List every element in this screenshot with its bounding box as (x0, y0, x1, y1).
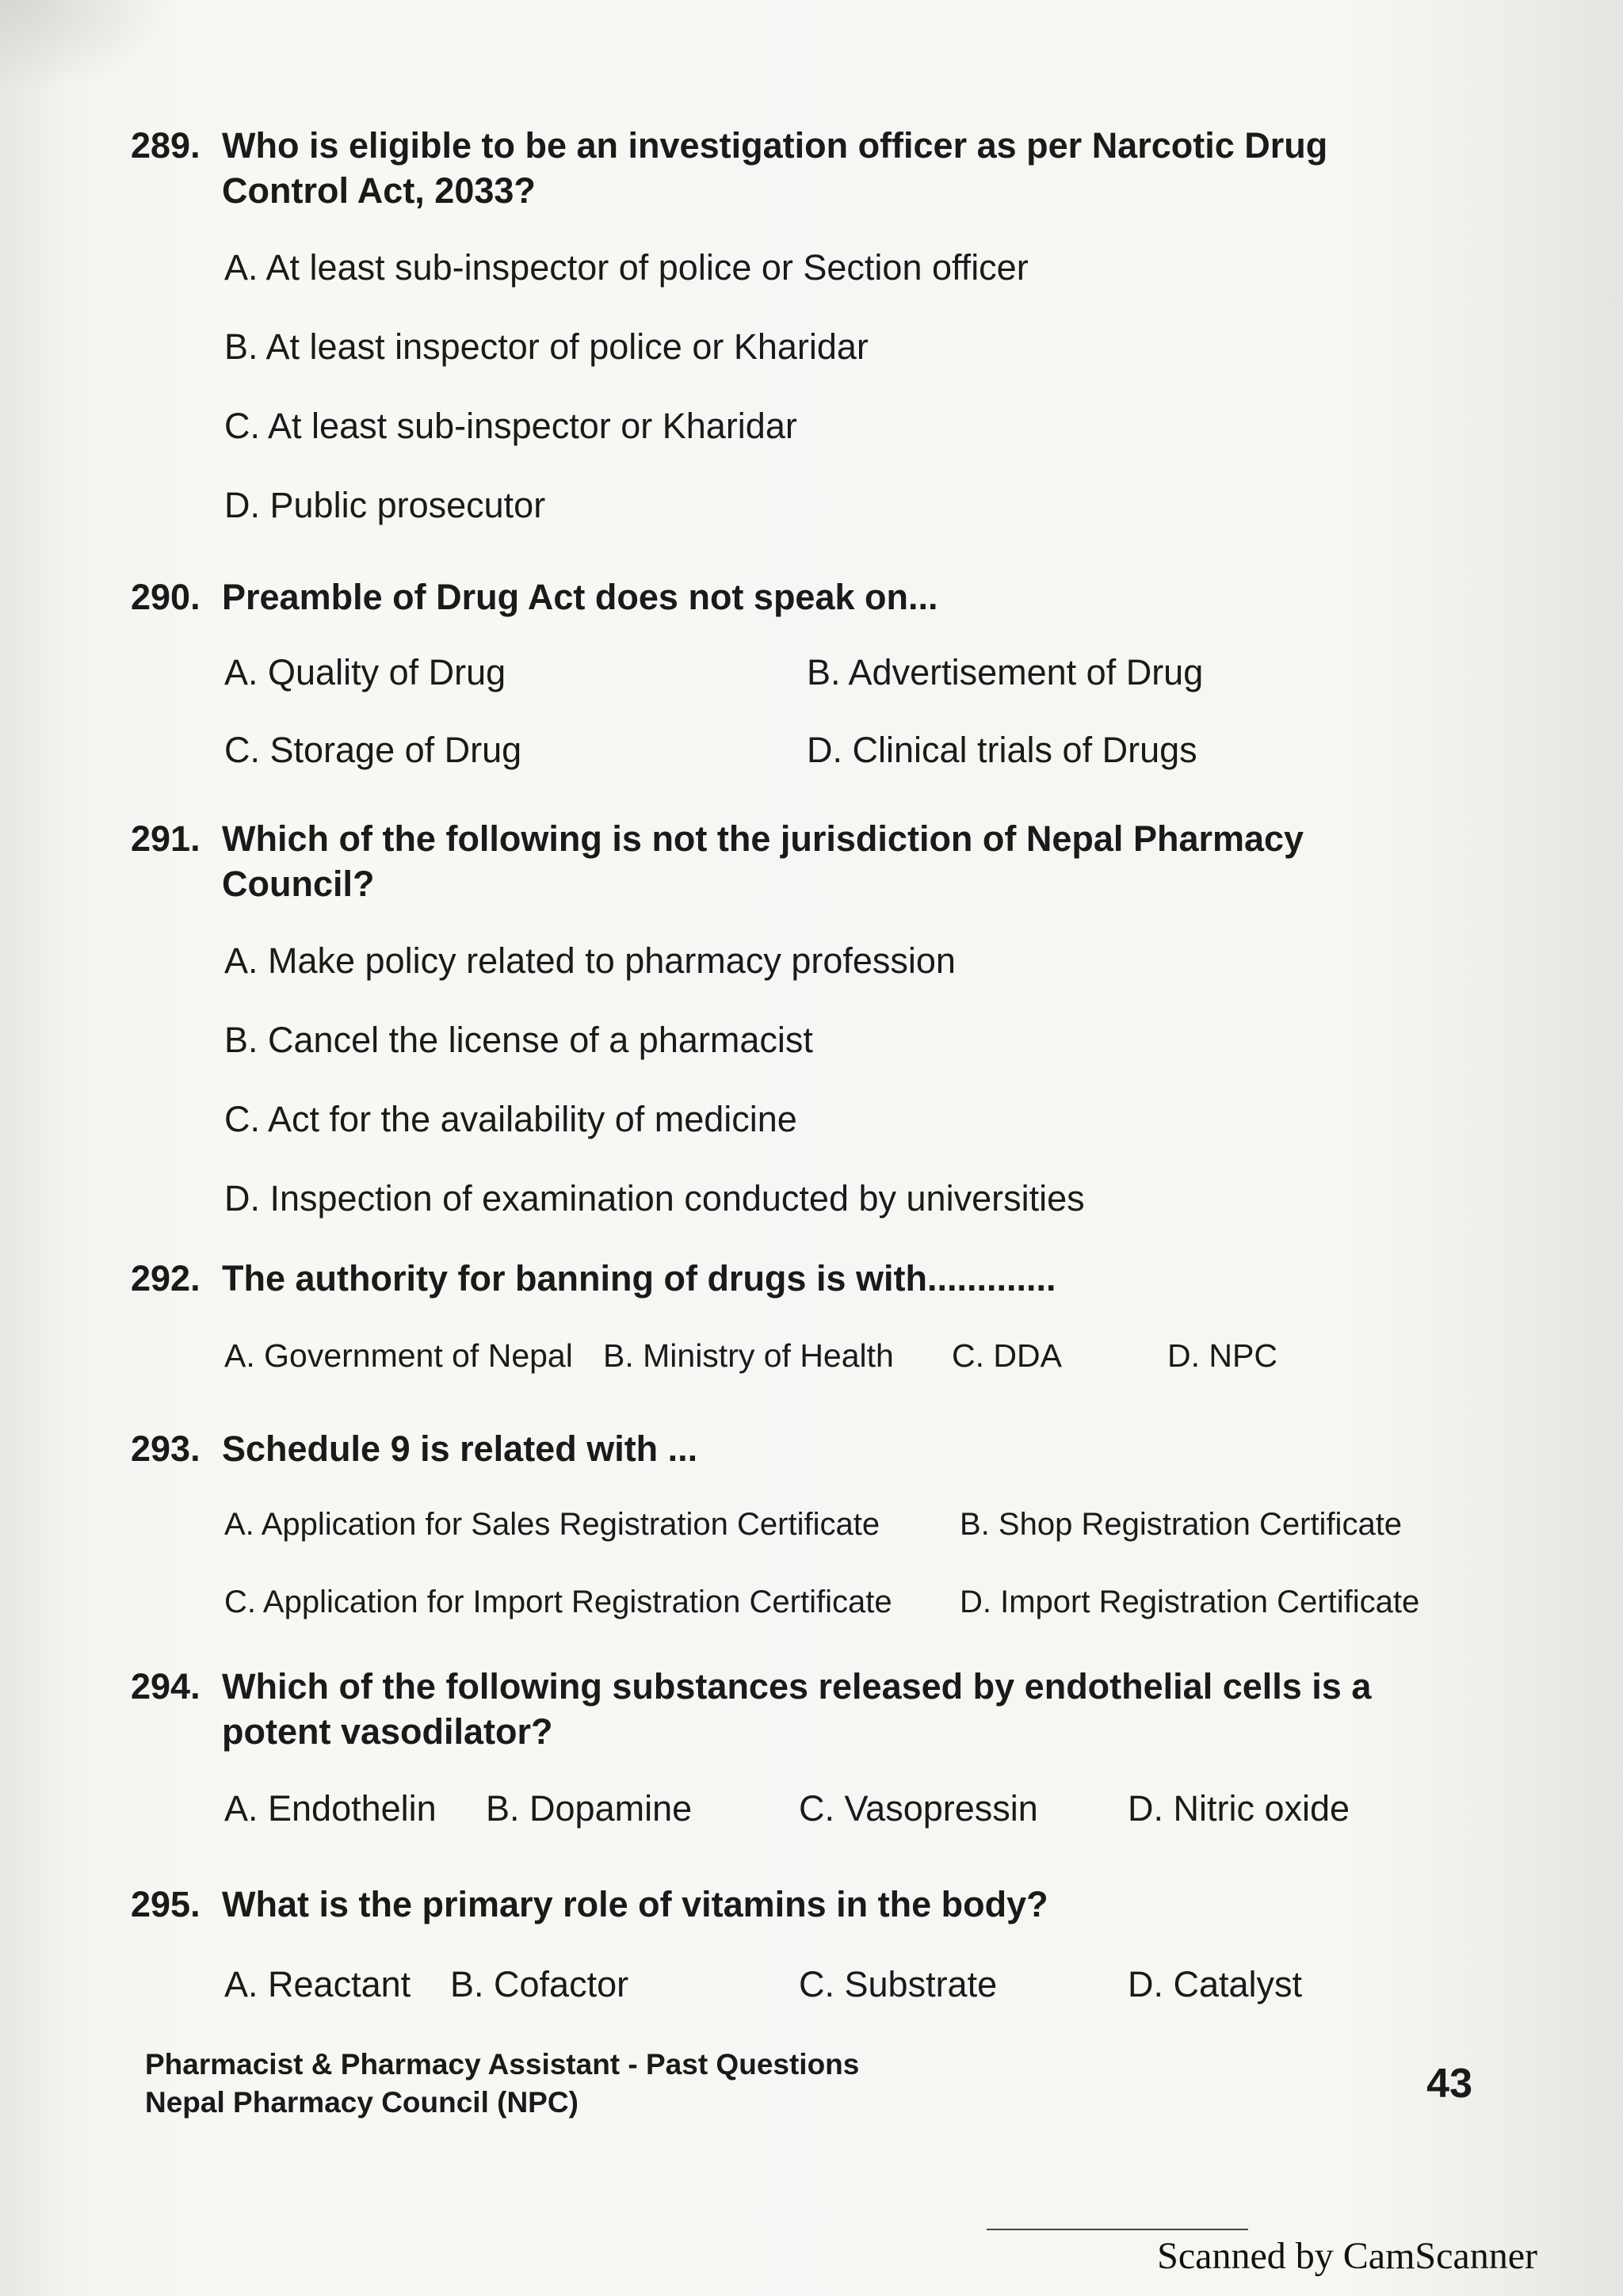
question-number: 292. (131, 1258, 200, 1299)
divider (987, 2229, 1248, 2230)
question-text: Schedule 9 is related with ... (222, 1428, 698, 1469)
option-b: B. Advertisement of Drug (807, 652, 1204, 692)
question-number: 291. (131, 818, 200, 859)
option-b: B. Cofactor (450, 1964, 629, 2004)
option-a: A. Make policy related to pharmacy profession (224, 940, 956, 981)
option-c: C. DDA (952, 1337, 1062, 1374)
option-b: B. Dopamine (486, 1788, 693, 1829)
option-d: D. Nitric oxide (1128, 1788, 1350, 1829)
option-d: D. Public prosecutor (224, 485, 546, 525)
option-d: D. Import Registration Certificate (960, 1585, 1420, 1619)
question-number: 290. (131, 577, 200, 617)
option-d: D. NPC (1167, 1337, 1277, 1374)
question-295 (131, 1882, 1430, 2008)
option-a: A. Quality of Drug (224, 652, 506, 692)
question-text: Who is eligible to be an investigation officer as per Narcotic Drug Control Act, 2033? (222, 125, 1328, 211)
option-b: B. Cancel the license of a pharmacist (224, 1020, 813, 1060)
question-text: What is the primary role of vitamins in the body? (222, 1884, 1048, 1924)
question-number: 294. (131, 1666, 200, 1707)
option-d: D. Clinical trials of Drugs (807, 730, 1197, 770)
question-294 (131, 1664, 1430, 1832)
question-291 (131, 816, 1430, 1222)
page-number: 43 (1426, 2061, 1472, 2107)
option-a: A. Government of Nepal (224, 1337, 573, 1374)
option-b: B. Shop Registration Certificate (960, 1507, 1403, 1542)
question-289 (131, 123, 1430, 528)
question-number: 289. (131, 125, 200, 166)
question-text: Which of the following is not the jurisdiction of Nepal Pharmacy Council? (222, 818, 1304, 904)
option-a: A. Reactant (224, 1964, 411, 2004)
footer-publisher: Nepal Pharmacy Council (NPC) (145, 2086, 579, 2119)
option-c: C. Act for the availability of medicine (224, 1099, 797, 1139)
option-c: C. Application for Import Registration Certificate (224, 1585, 892, 1619)
option-c: C. Storage of Drug (224, 730, 522, 770)
option-c: C. Substrate (799, 1964, 998, 2004)
option-a: A. At least sub-inspector of police or Section officer (224, 247, 1029, 288)
question-293 (131, 1426, 1430, 1625)
scanner-watermark: Scanned by CamScanner (1157, 2235, 1537, 2277)
question-number: 295. (131, 1884, 200, 1924)
question-text: Preamble of Drug Act does not speak on... (222, 577, 938, 617)
option-a: A. Endothelin (224, 1788, 437, 1829)
option-d: D. Catalyst (1128, 1964, 1303, 2004)
option-c: C. At least sub-inspector or Kharidar (224, 406, 797, 446)
option-a: A. Application for Sales Registration Certificate (224, 1507, 880, 1542)
question-290 (131, 574, 1430, 773)
question-text: The authority for banning of drugs is with............. (222, 1258, 1056, 1299)
option-c: C. Vasopressin (799, 1788, 1038, 1829)
footer-title: Pharmacist & Pharmacy Assistant - Past Questions (145, 2048, 860, 2081)
option-b: B. Ministry of Health (603, 1337, 894, 1374)
question-text: Which of the following substances released by endothelial cells is a potent vasodilator? (222, 1666, 1372, 1752)
question-292 (131, 1256, 1430, 1379)
option-b: B. At least inspector of police or Kharidar (224, 326, 869, 367)
question-number: 293. (131, 1428, 200, 1469)
page-shadow (0, 0, 174, 95)
page-footer (145, 2046, 859, 2122)
option-d: D. Inspection of examination conducted by universities (224, 1178, 1085, 1219)
